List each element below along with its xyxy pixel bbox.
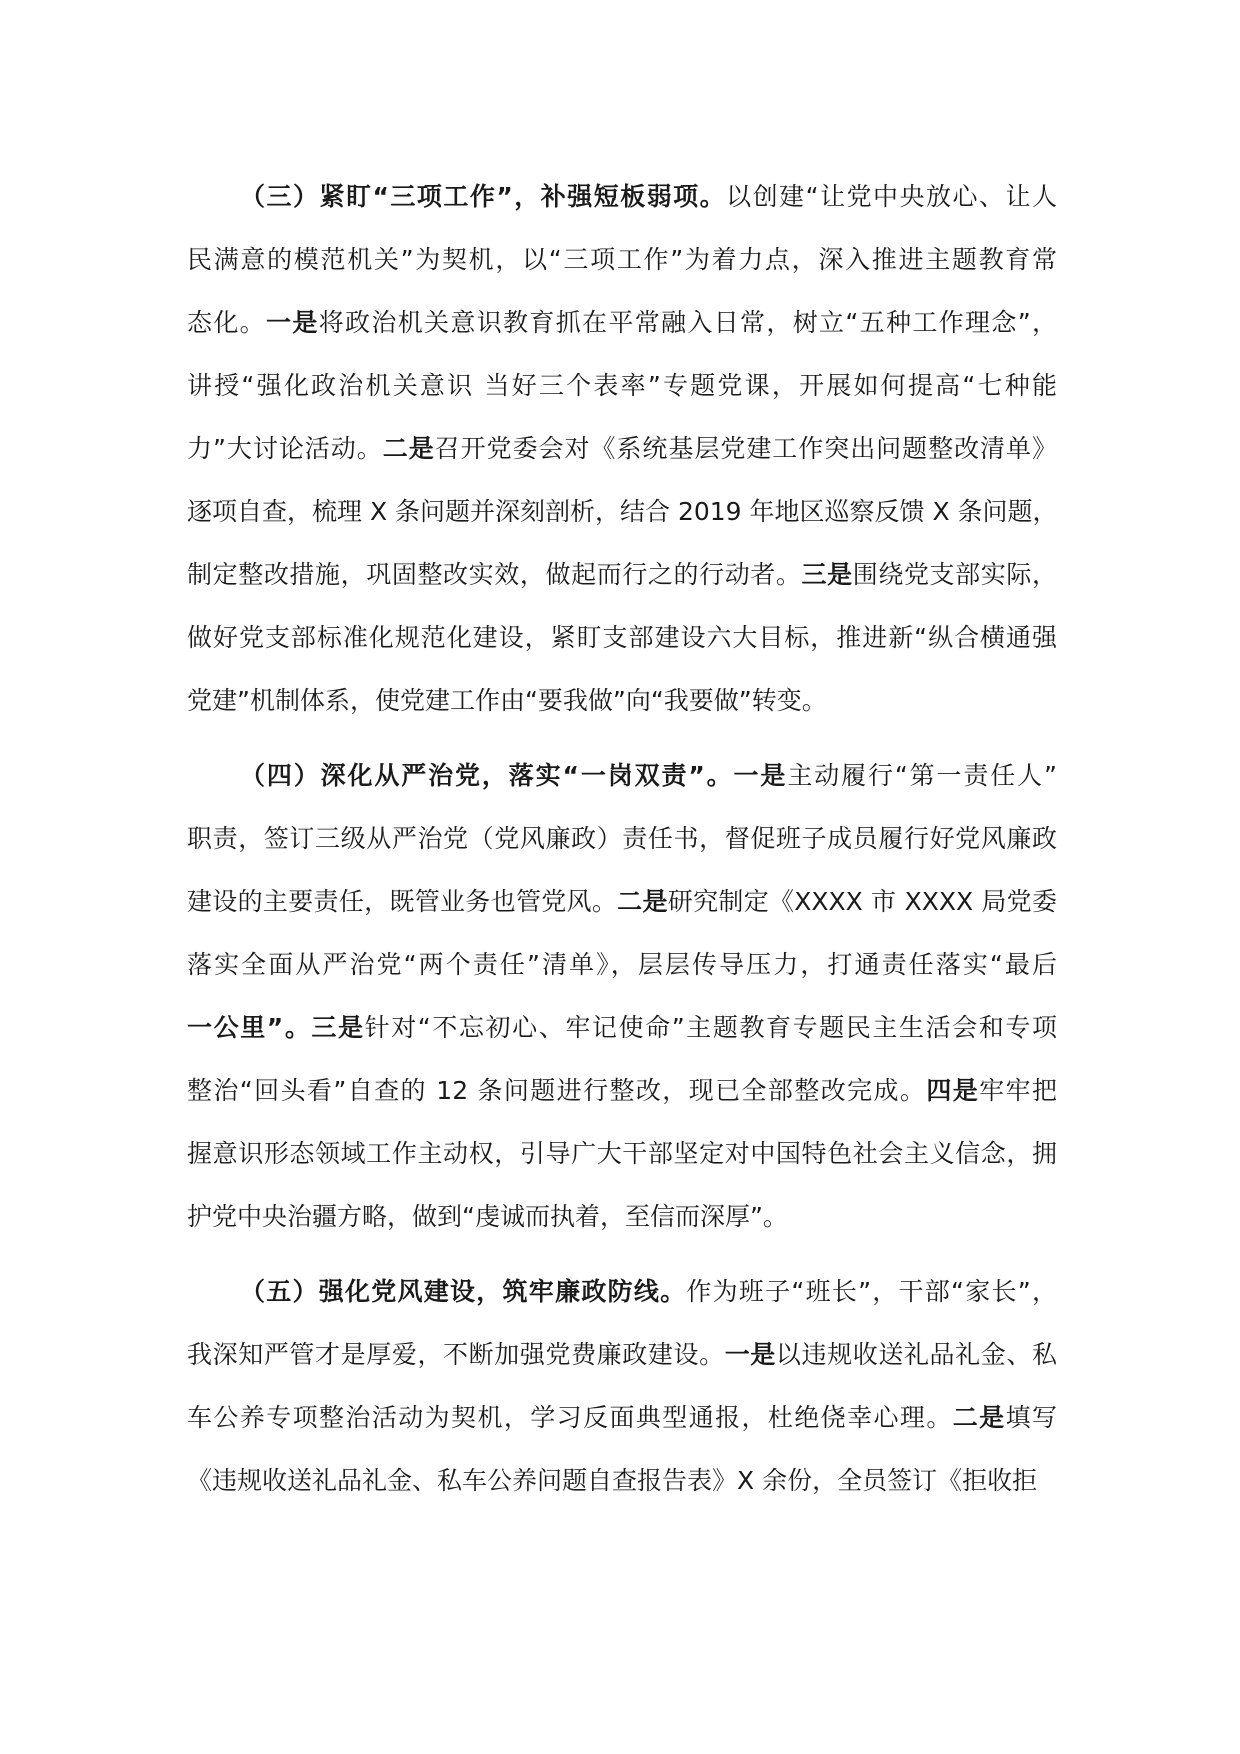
text-run: 落实全面从严治党“两个责任”清单》，层层传导压力，打通责任落实“最后 [187,950,1057,979]
text-run: 召开党委会对《系统基层党建工作突出问题整改清单》 [434,434,1057,463]
paragraph-p5 [187,1260,1057,1512]
paragraph-gap [187,732,1057,744]
text-run: 护党中央治疆方略，做到“虔诚而执着，至信而深厚”。 [187,1202,788,1231]
text-run: 将政治机关意识教育抓在平常融入日常，树立“五种工作理念”， [318,308,1057,337]
text-run: 以创建“让党中央放心、让人 [726,182,1057,211]
text-run: 填写 [1005,1403,1057,1432]
text-line [187,870,1057,933]
text-run: 作为班子“班长”，干部“家长”， [686,1277,1057,1306]
text-line [187,1386,1057,1449]
bold-text-run: 二是 [952,1403,1006,1432]
bold-text-run: 一是 [724,1340,776,1369]
text-line [187,1449,1057,1512]
text-line [187,228,1057,291]
bold-text-run: 三是 [801,560,853,589]
document-body [187,165,1057,1512]
text-line [187,606,1057,669]
paragraph-gap [187,1248,1057,1260]
text-line [187,291,1057,354]
bold-text-run: 二是 [617,887,668,916]
bold-text-run: （三）紧盯“三项工作”，补强短板弱项。 [240,182,727,211]
text-line [187,1323,1057,1386]
text-run: 围绕党支部实际， [852,560,1057,589]
text-run: 力”大讨论活动。 [187,434,383,463]
text-line [187,354,1057,417]
text-line [187,1059,1057,1122]
paragraph-p4 [187,744,1057,1248]
text-run: 做好党支部标准化规范化建设，紧盯支部建设六大目标，推进新“纵合横通强 [187,623,1057,652]
text-line [187,480,1057,543]
text-run: 我深知严管才是厚爱，不断加强党费廉政建设。 [187,1340,725,1369]
text-line [187,165,1057,228]
text-run: 民满意的模范机关”为契机，以“三项工作”为着力点，深入推进主题教育常 [187,245,1057,274]
text-line [187,807,1057,870]
text-run: 制定整改措施，巩固整改实效，做起而行之的行动者。 [187,560,802,589]
text-run: 车公养专项整治活动为契机，学习反面典型通报，杜绝侥幸心理。 [187,1403,953,1432]
text-line [187,744,1057,807]
text-line [187,669,1057,732]
bold-text-run: 一公里”。三是 [187,1013,365,1042]
text-run: 党建”机制体系，使党建工作由“要我做”向“我要做”转变。 [187,686,827,715]
text-run: 以违规收送礼品礼金、私 [775,1340,1057,1369]
text-line [187,996,1057,1059]
bold-text-run: 一是 [266,308,319,337]
bold-text-run: （四）深化从严治党，落实“一岗双责”。一是 [240,761,788,790]
text-run: 职责，签订三级从严治党（党风廉政）责任书，督促班子成员履行好党风廉政 [187,824,1057,853]
text-run: 研究制定《XXXX 市 XXXX 局党委 [667,887,1057,916]
text-run: 握意识形态领域工作主动权，引导广大干部坚定对中国特色社会主义信念，拥 [187,1139,1057,1168]
bold-text-run: 四是 [926,1076,980,1105]
paragraph-p3 [187,165,1057,732]
text-run: 建设的主要责任，既管业务也管党风。 [187,887,618,916]
text-run: 逐项自查，梳理 X 条问题并深刻剖析，结合 2019 年地区巡察反馈 X 条问题， [187,497,1058,526]
text-run: 针对“不忘初心、牢记使命”主题教育专题民主生活会和专项 [364,1013,1058,1042]
bold-text-run: 二是 [382,434,435,463]
text-line [187,1260,1057,1323]
bold-text-run: （五）强化党风建设，筑牢廉政防线。 [240,1277,687,1306]
text-line [187,543,1057,606]
text-run: 牢牢把 [979,1076,1057,1105]
text-run: 主动履行“第一责任人” [787,761,1057,790]
text-line [187,1185,1057,1248]
text-line [187,417,1057,480]
text-run: 讲授“强化政治机关意识 当好三个表率”专题党课，开展如何提高“七种能 [187,371,1057,400]
text-run: 态化。 [187,308,267,337]
text-run: 整治“回头看”自查的 12 条问题进行整改，现已全部整改完成。 [187,1076,927,1105]
text-line [187,933,1057,996]
text-line [187,1122,1057,1185]
text-run: 《违规收送礼品礼金、私车公养问题自查报告表》X 余份，全员签订《拒收拒 [187,1466,1038,1495]
